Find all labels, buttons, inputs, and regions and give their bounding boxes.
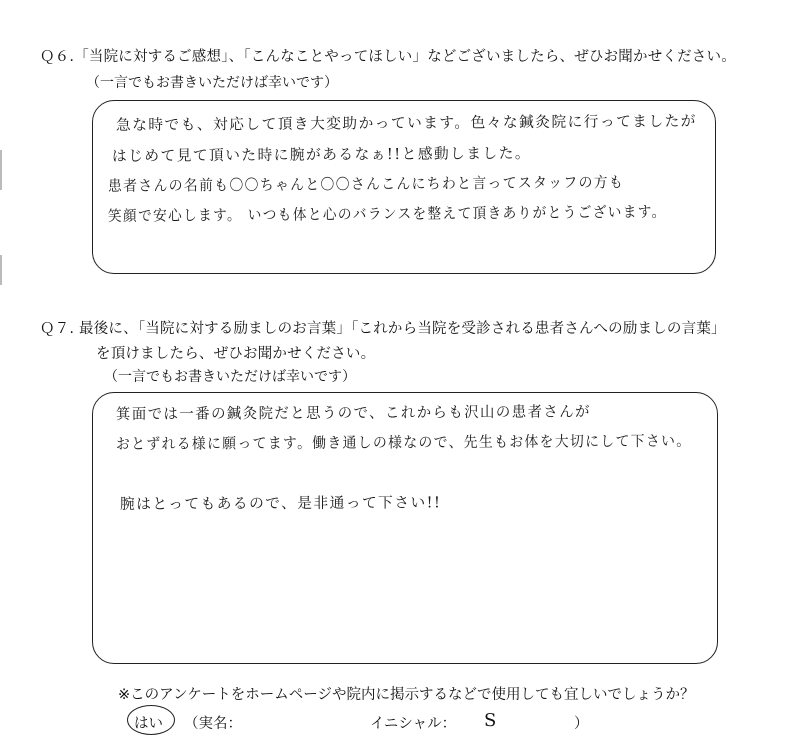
q7-question-line2: を頂けましたら、ぜひお聞かせください。 [96, 346, 376, 362]
q6-answer-line: 急な時でも、対応して頂き大変助かっています。色々な鍼灸院に行ってましたが [115, 111, 698, 134]
q7-answer-line: 箕面では一番の鍼灸院だと思うので、これからも沢山の患者さんが [115, 402, 591, 423]
scan-edge-mark [0, 255, 2, 285]
q7-answer-line: おとずれる様に願ってます。働き通しの様なので、先生もお体を大切にして下さい。 [115, 431, 692, 453]
q7-note: （一言でもお書きいただけば幸いです） [104, 369, 356, 385]
q6-note: （一言でもお書きいただけば幸いです） [86, 75, 338, 91]
q6-answer-line: はじめて見て頂いた時に腕があるなぁ!!と感動しました。 [111, 144, 532, 165]
initial-value[interactable]: S [484, 710, 497, 731]
scan-edge-mark [0, 150, 2, 190]
initial-label: イニシャル： [370, 716, 457, 732]
q7-answer-line: 腕はとってもあるので、是非通って下さい!! [119, 493, 442, 513]
q6-question: Ｑ６.「当院に対するご感想」、「こんなことやってほしい」などございましたら、ぜひお聞かせください。 [40, 49, 736, 65]
q7-question-line1: Ｑ７. 最後に、「当院に対する励ましのお言葉」「これから当院を受診される患者さんへの励ましの言葉」 [40, 321, 726, 337]
permission-question: ※このアンケートをホームページや院内に掲示するなどで使用しても宜しいでしょうか？ [118, 687, 695, 703]
q6-answer-line: 患者さんの名前も〇〇ちゃんと〇〇さんこんにちわと言ってスタッフの方も [107, 173, 625, 195]
q6-answer-line: 笑顔で安心します。 いつも体と心のバランスを整えて頂きありがとうございます。 [107, 202, 667, 225]
yes-option[interactable]: はい [134, 716, 163, 732]
real-name-label: （実名： [184, 716, 242, 732]
initial-close-paren: ） [574, 716, 589, 732]
